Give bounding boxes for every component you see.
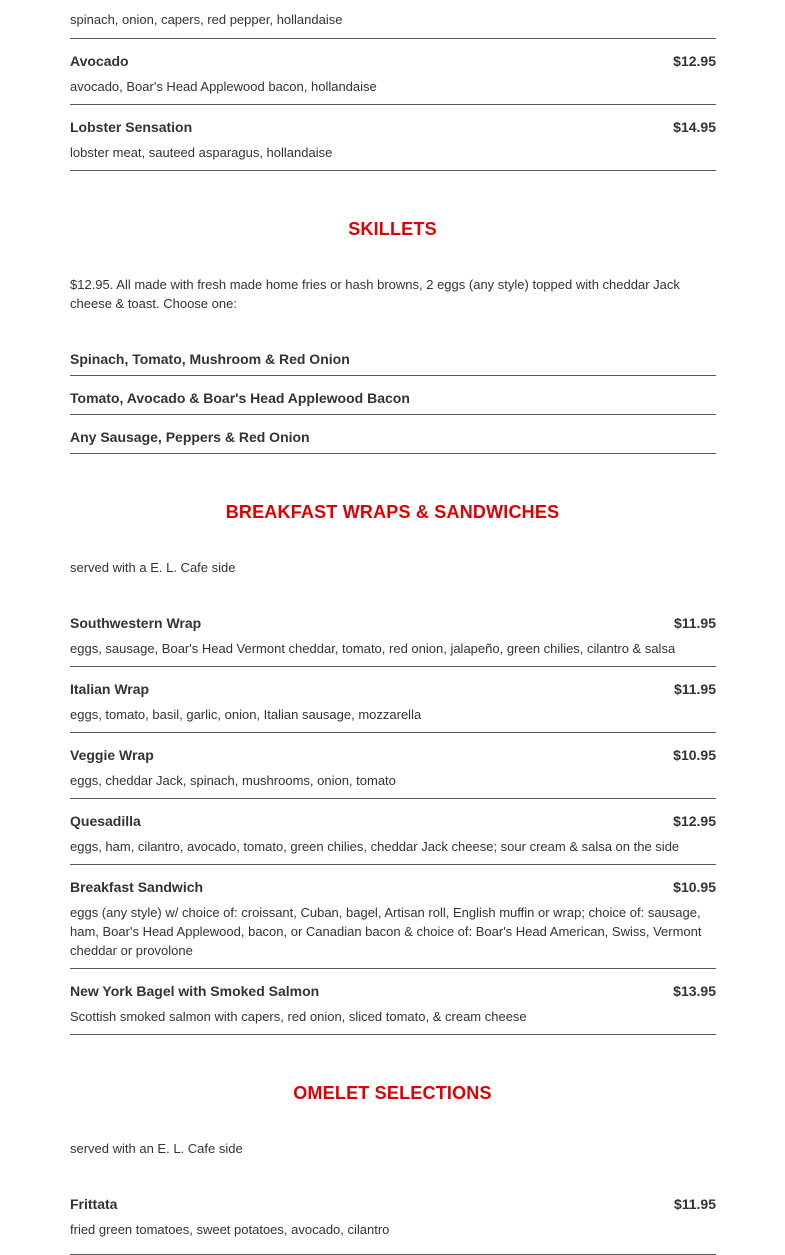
- menu-item-breakfast-sandwich: [70, 878, 716, 969]
- menu-item-spinach-sensation: [70, 0, 716, 39]
- menu-item-description: fried green tomatoes, sweet potatoes, avocado, cilantro: [70, 1222, 390, 1237]
- skillet-option: [70, 428, 716, 454]
- skillet-option: [70, 389, 716, 415]
- menu-item-description: eggs, tomato, basil, garlic, onion, Italian sausage, mozzarella: [70, 707, 422, 722]
- skillet-option-name: Tomato, Avocado & Boar's Head Applewood Bacon: [70, 390, 410, 406]
- section-title-wraps: BREAKFAST WRAPS & SANDWICHES: [225, 502, 560, 522]
- menu-item-description: avocado, Boar's Head Applewood bacon, hollandaise: [70, 79, 377, 94]
- menu-item-name: Frittata: [70, 1196, 118, 1212]
- menu-item-price: $11.95: [673, 1196, 716, 1212]
- menu-item-description: Scottish smoked salmon with capers, red onion, sliced tomato, & cream cheese: [70, 1009, 527, 1024]
- menu-item-lobster-sensation: [70, 118, 716, 171]
- menu-item-name: Quesadilla: [70, 813, 141, 829]
- menu-item-name: Veggie Wrap: [70, 747, 154, 763]
- menu-item-price: $12.95: [673, 813, 716, 829]
- section-intro-skillets: $12.95. All made with fresh made home fries or hash browns, 2 eggs (any style) topped with cheddar Jack cheese & toast. Choose one:: [70, 277, 680, 311]
- menu-item-price: $12.95: [673, 53, 716, 69]
- menu-item-italian-wrap: [70, 680, 716, 733]
- section-intro-wraps: served with a E. L. Cafe side: [70, 560, 236, 575]
- menu-item-price: $14.95: [673, 119, 716, 135]
- menu-item-price: $11.95: [673, 681, 716, 697]
- section-title-omelets: OMELET SELECTIONS: [293, 1083, 492, 1103]
- menu-item-avocado: [70, 52, 716, 105]
- menu-item-description: eggs (any style) w/ choice of: croissant, Cuban, bagel, Artisan roll, English muffin or wrap; choice of: sausage, ham, Boar's Head Applewood, bacon, or Canadian bacon & choice of: Boar's Head American, Swiss, Vermont cheddar or provolone: [70, 905, 702, 958]
- menu-item-description: eggs, sausage, Boar's Head Vermont cheddar, tomato, red onion, jalapeño, green chilies, cilantro & salsa: [70, 641, 676, 656]
- menu-item-new-york-bagel: [70, 982, 716, 1035]
- section-intro-omelets: served with an E. L. Cafe side: [70, 1141, 243, 1156]
- menu-item-name: New York Bagel with Smoked Salmon: [70, 983, 320, 999]
- menu-item-description: lobster meat, sauteed asparagus, hollandaise: [70, 145, 333, 160]
- menu-item-description: eggs, cheddar Jack, spinach, mushrooms, onion, tomato: [70, 773, 396, 788]
- menu-item-name: Southwestern Wrap: [70, 615, 202, 631]
- menu-item-name: Italian Wrap: [70, 681, 150, 697]
- skillet-option: [70, 350, 716, 376]
- skillet-option-name: Any Sausage, Peppers & Red Onion: [70, 429, 310, 445]
- menu-item-name: Avocado: [70, 53, 129, 69]
- menu-item-price: $10.95: [673, 879, 716, 895]
- menu-item-description: spinach, onion, capers, red pepper, hollandaise: [70, 12, 343, 27]
- menu-item-veggie-wrap: [70, 746, 716, 799]
- menu-item-southwestern-wrap: [70, 614, 716, 667]
- menu-item-name: Breakfast Sandwich: [70, 879, 204, 895]
- menu-item-frittata: [70, 1195, 716, 1255]
- menu-item-quesadilla: [70, 812, 716, 865]
- menu-item-price: $13.95: [673, 983, 716, 999]
- menu-item-price: $10.95: [673, 747, 716, 763]
- menu-item-name: Lobster Sensation: [70, 119, 193, 135]
- menu-item-price: $11.95: [673, 615, 716, 631]
- menu-item-description: eggs, ham, cilantro, avocado, tomato, green chilies, cheddar Jack cheese; sour cream & salsa on the side: [70, 839, 680, 854]
- section-title-skillets: SKILLETS: [348, 219, 437, 239]
- skillet-option-name: Spinach, Tomato, Mushroom & Red Onion: [70, 351, 350, 367]
